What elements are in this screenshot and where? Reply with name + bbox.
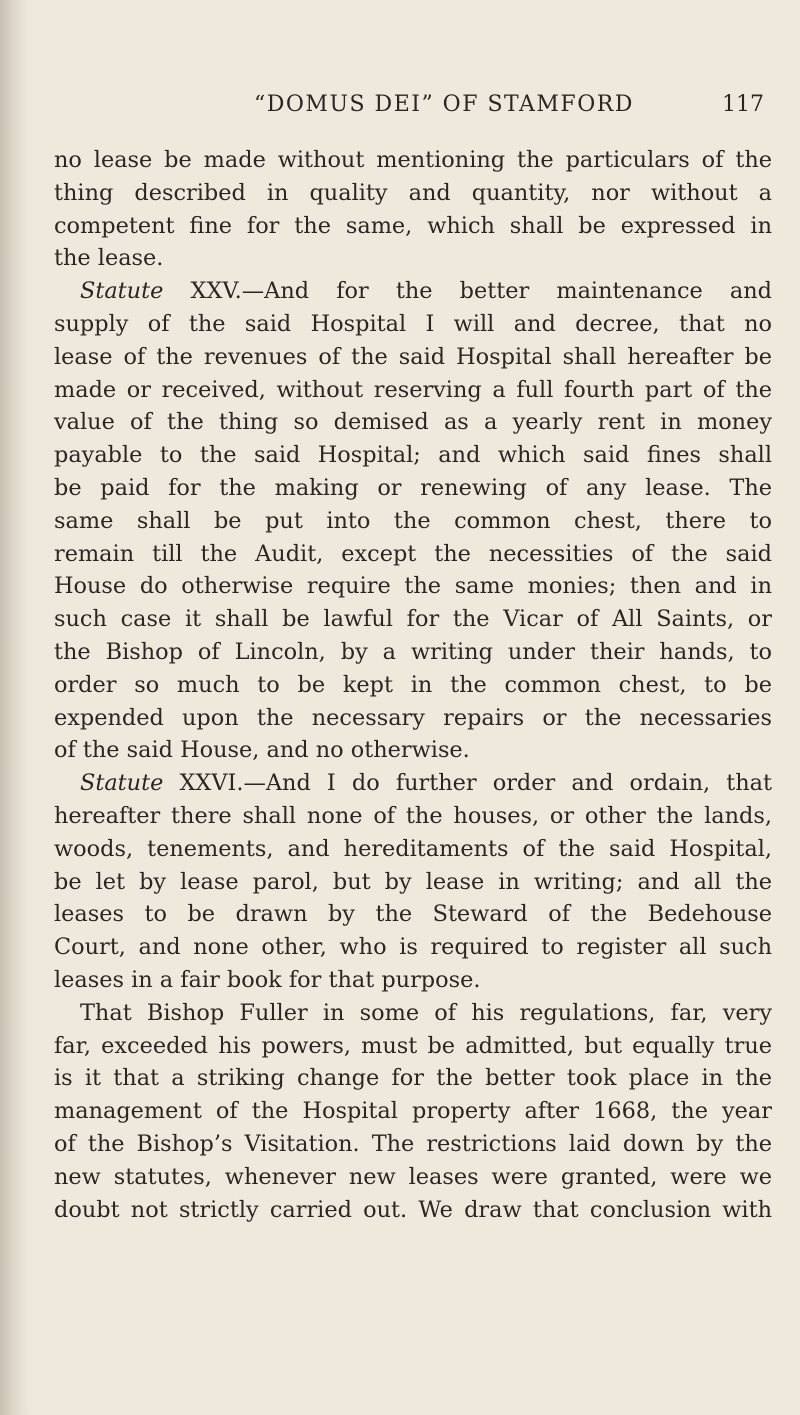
text-line: lease of the revenues of the said Hospital shall hereafter be [54, 343, 772, 370]
text-line: payable to the said Hospital; and which said fines shall [54, 442, 772, 469]
text-line: of the Bishop’s Visitation. The restrictions laid down by the [54, 1130, 772, 1157]
text-line: is it that a striking change for the better took place in the [54, 1065, 772, 1092]
text-line: management of the Hospital property after 1668, the year [54, 1098, 772, 1125]
text-line: same shall be put into the common chest, there to [54, 507, 772, 534]
body-text [54, 144, 772, 1226]
text-line: new statutes, whenever new leases were granted, were we [54, 1163, 772, 1190]
text-line: House do otherwise require the same monies; then and in [54, 573, 772, 600]
text-line: the Bishop of Lincoln, by a writing under their hands, to [54, 638, 772, 665]
text-line: expended upon the necessary repairs or the necessaries [54, 704, 772, 731]
text-line: the lease. [54, 245, 164, 272]
text-line: such case it shall be lawful for the Vicar of All Saints, or [54, 606, 772, 633]
page-number: 117 [722, 92, 764, 117]
statute-label: Statute [80, 770, 164, 797]
text-line: doubt not strictly carried out. We draw that conclusion with [54, 1196, 772, 1223]
text-line: of the said House, and no otherwise. [54, 737, 470, 764]
text-line: made or received, without reserving a full fourth part of the [54, 376, 772, 403]
text-line: value of the thing so demised as a yearly rent in money [54, 409, 772, 436]
running-head: “DOMUS DEI” OF STAMFORD [254, 92, 634, 117]
text-line: competent fine for the same, which shall be expressed in [54, 212, 772, 239]
page-gutter-shadow [0, 0, 30, 1415]
text-line: leases in a fair book for that purpose. [54, 966, 481, 993]
text-line: That Bishop Fuller in some of his regulations, far, very [80, 999, 772, 1026]
text-line: supply of the said Hospital I will and decree, that no [54, 310, 772, 337]
text-line: far, exceeded his powers, must be admitted, but equally true [54, 1032, 772, 1059]
text-line: be let by lease parol, but by lease in writing; and all the [54, 868, 772, 895]
text-line: Statute XXV.—And for the better maintenance and [80, 278, 772, 305]
text-line: hereafter there shall none of the houses, or other the lands, [54, 802, 772, 829]
text-line: Court, and none other, who is required to register all such [54, 934, 772, 961]
statute-label: Statute [80, 278, 164, 305]
text-line: leases to be drawn by the Steward of the Bedehouse [54, 901, 772, 928]
text-line: no lease be made without mentioning the particulars of the [54, 147, 772, 173]
text-line: woods, tenements, and hereditaments of the said Hospital, [54, 835, 772, 862]
text-line: order so much to be kept in the common chest, to be [54, 671, 772, 698]
text-line: remain till the Audit, except the necessities of the said [54, 540, 772, 567]
text-line: be paid for the making or renewing of any lease. The [54, 474, 772, 501]
text-line: thing described in quality and quantity, nor without a [54, 179, 772, 206]
text-line: Statute XXVI.—And I do further order and ordain, that [80, 770, 772, 797]
